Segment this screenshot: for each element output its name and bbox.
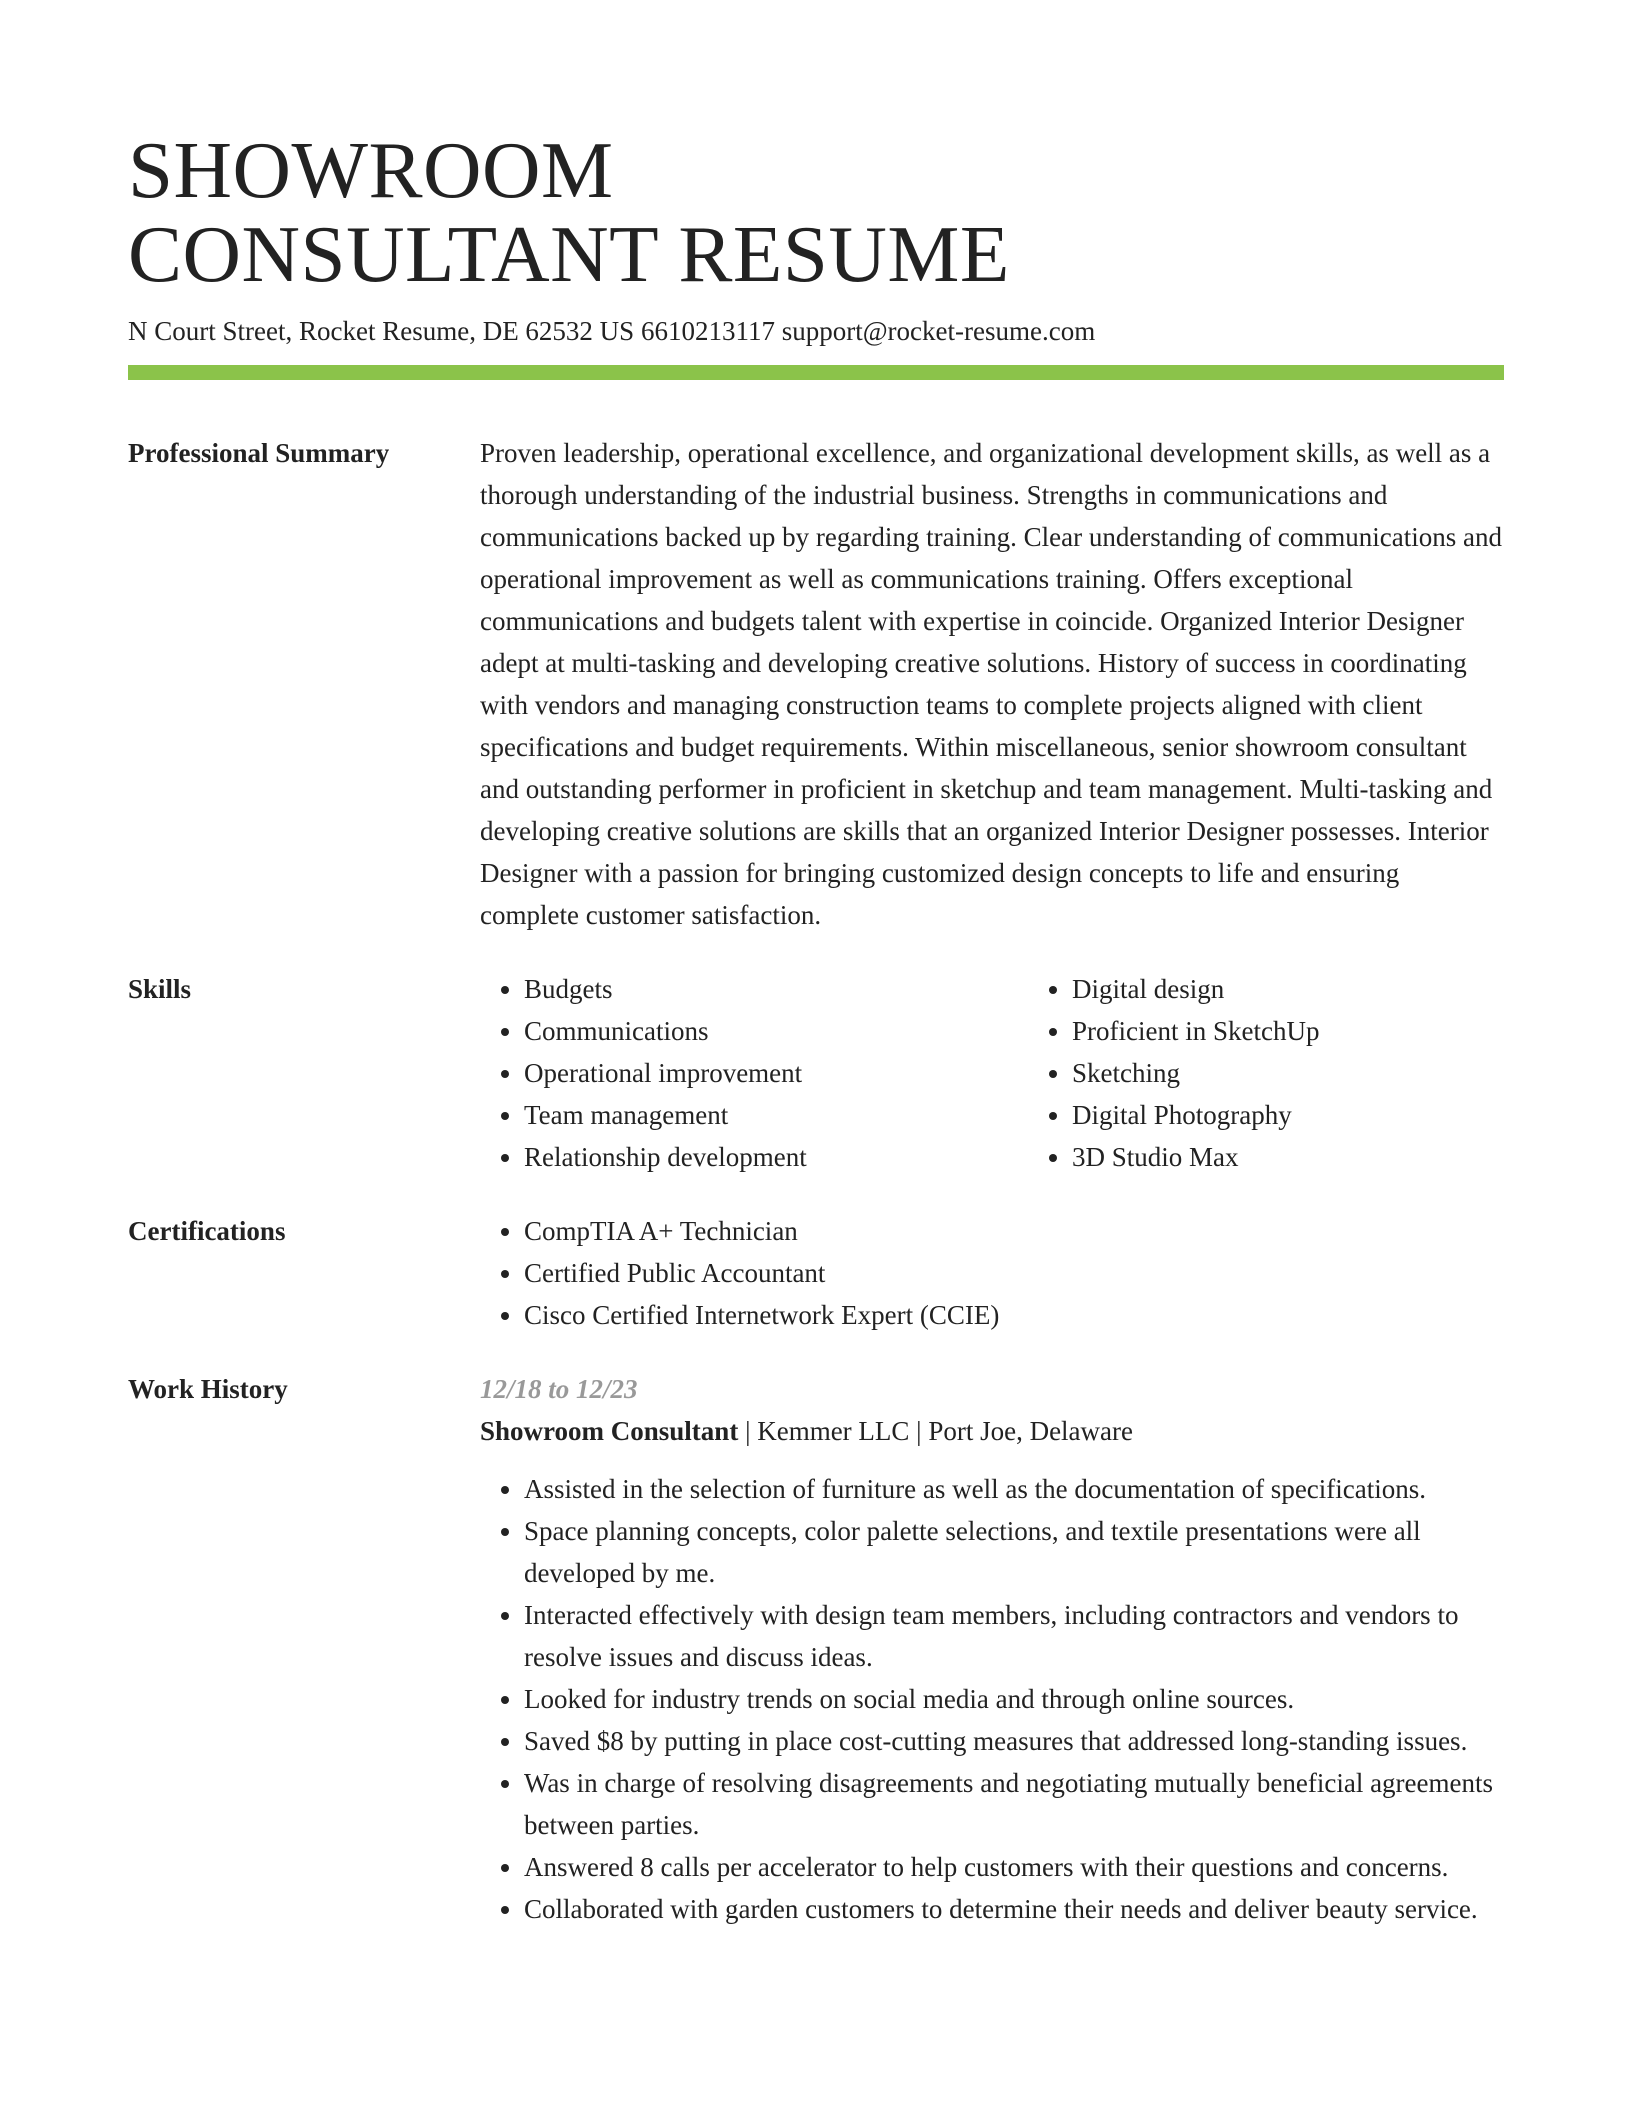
title-line-2: CONSULTANT RESUME xyxy=(128,209,1010,299)
certifications-list xyxy=(480,1210,1504,1336)
job-title: Showroom Consultant xyxy=(480,1416,739,1446)
summary-label: Professional Summary xyxy=(128,438,390,468)
certification-item: • CompTIA A+ Technician xyxy=(524,1210,1504,1252)
resume-title xyxy=(128,125,1504,299)
skill-item: • Team management xyxy=(524,1094,1028,1136)
certifications-content xyxy=(480,1210,1504,1336)
skill-item: • Budgets xyxy=(524,968,1028,1010)
duty-item: • Looked for industry trends on social media and through online sources. xyxy=(524,1678,1504,1720)
skills-section xyxy=(128,968,1504,1178)
summary-section xyxy=(128,432,1504,936)
skill-item: • 3D Studio Max xyxy=(1072,1136,1576,1178)
skills-list-right xyxy=(1028,968,1576,1178)
certifications-section xyxy=(128,1210,1504,1336)
certification-item: • Cisco Certified Internetwork Expert (CCIE) xyxy=(524,1294,1504,1336)
job-dates: 12/18 to 12/23 xyxy=(480,1374,638,1404)
skills-label: Skills xyxy=(128,974,192,1004)
skill-item: • Relationship development xyxy=(524,1136,1028,1178)
job-heading xyxy=(480,1410,1504,1452)
summary-text: Proven leadership, operational excellence, and organizational development skills, as well as a thorough understanding of the industrial business. Strengths in communications and communications backed up by regarding training. Clear understanding of communications and operational improvement as well as communications training. Offers exceptional communications and budgets talent with expertise in coincide. Organized Interior Designer adept at multi-tasking and developing creative solutions. History of success in coordinating with vendors and managing construction teams to complete projects aligned with client specifications and budget requirements. Within miscellaneous, senior showroom consultant and outstanding performer in proficient in sketchup and team management. Multi-tasking and developing creative solutions are skills that an organized Interior Designer possesses. Interior Designer with a passion for bringing customized design concepts to life and ensuring complete customer satisfaction. xyxy=(480,438,1502,930)
work-history-label: Work History xyxy=(128,1374,288,1404)
work-history-content xyxy=(480,1368,1504,1930)
skills-columns xyxy=(480,968,1576,1178)
work-history-section xyxy=(128,1368,1504,1930)
duty-item: • Space planning concepts, color palette selections, and textile presentations were all developed by me. xyxy=(524,1510,1504,1594)
title-line-1: SHOWROOM xyxy=(128,125,614,215)
skill-item: • Communications xyxy=(524,1010,1028,1052)
skill-item: • Proficient in SketchUp xyxy=(1072,1010,1576,1052)
duty-item: • Assisted in the selection of furniture as well as the documentation of specifications. xyxy=(524,1468,1504,1510)
duty-item: • Collaborated with garden customers to determine their needs and deliver beauty service. xyxy=(524,1888,1504,1930)
skill-item: • Digital Photography xyxy=(1072,1094,1576,1136)
duty-item: • Answered 8 calls per accelerator to help customers with their questions and concerns. xyxy=(524,1846,1504,1888)
contact-info: N Court Street, Rocket Resume, DE 62532 US 6610213117 support@rocket-resume.com xyxy=(128,316,1096,346)
skill-item: • Digital design xyxy=(1072,968,1576,1010)
duty-item: • Was in charge of resolving disagreements and negotiating mutually beneficial agreements between parties. xyxy=(524,1762,1504,1846)
duty-item: • Interacted effectively with design team members, including contractors and vendors to resolve issues and discuss ideas. xyxy=(524,1594,1504,1678)
skill-item: • Operational improvement xyxy=(524,1052,1028,1094)
skill-item: • Sketching xyxy=(1072,1052,1576,1094)
skills-list-left xyxy=(480,968,1028,1178)
job-duties-list xyxy=(480,1468,1504,1930)
certification-item: • Certified Public Accountant xyxy=(524,1252,1504,1294)
job-company-location: | Kemmer LLC | Port Joe, Delaware xyxy=(738,1416,1134,1446)
accent-divider xyxy=(128,365,1504,380)
duty-item: • Saved $8 by putting in place cost-cutting measures that addressed long-standing issues. xyxy=(524,1720,1504,1762)
resume-page xyxy=(128,125,1504,1930)
certifications-label: Certifications xyxy=(128,1216,286,1246)
